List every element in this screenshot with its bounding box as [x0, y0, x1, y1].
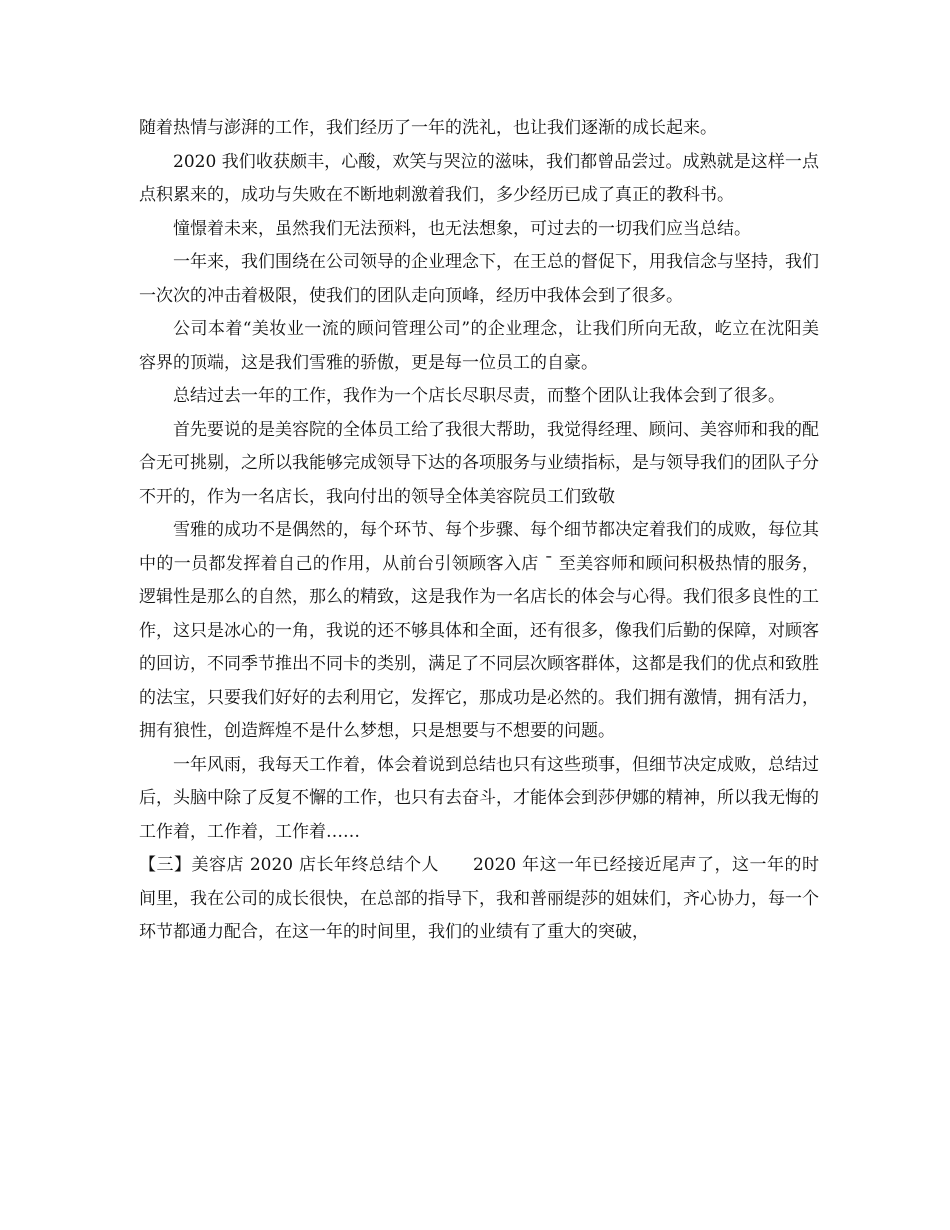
- paragraph: 首先要说的是美容院的全体员工给了我很大帮助，我觉得经理、顾问、美容师和我的配合无可挑剔，之所以我能够完成领导下达的各项服务与业绩指标，是与领导我们的团队子分不开的，作为一名店长，我向付出的领导全体美容院员工们致敬: [139, 419, 819, 507]
- paragraph: 憧憬着未来，虽然我们无法预料，也无法想象，可过去的一切我们应当总结。: [173, 218, 751, 239]
- paragraph: 一年风雨，我每天工作着，体会着说到总结也只有这些琐事，但细节决定成败，总结过后，头脑中除了反复不懈的工作，也只有去奋斗，才能体会到莎伊娜的精神，所以我无悔的工作着，工作着，工作着……: [139, 754, 819, 842]
- document-body: [139, 112, 819, 950]
- paragraph: 2020 我们收获颇丰，心酸，欢笑与哭泣的滋味，我们都曾品尝过。成熟就是这样一点点积累来的，成功与失败在不断地刺激着我们，多少经历已成了真正的教科书。: [139, 151, 819, 205]
- paragraph: 总结过去一年的工作，我作为一个店长尽职尽责，而整个团队让我体会到了很多。: [173, 386, 785, 406]
- paragraph: 雪雅的成功不是偶然的，每个环节、每个步骤、每个细节都决定着我们的成败，每位其中的一员都发挥着自己的作用，从前台引领顾客入店 ¯ 至美容师和顾问积极热情的服务，逻辑性是那么的自然，那么的精致，这是我作为一名店长的体会与心得。我们很多良性的工作，这只是冰心的一角，我说的还不够具体和全面，还有很多，像我们后勤的保障，对顾客的回访，不同季节推出不同卡的类别，满足了不同层次顾客群体，这都是我们的优点和致胜的法宝，只要我们好好的去利用它，发挥它，那成功是必然的。我们拥有激情，拥有活力，拥有狼性，创造辉煌不是什么梦想，只是想要与不想要的问题。: [139, 520, 819, 741]
- section-title: 【三】美容店 2020 店长年终总结个人: [139, 855, 439, 875]
- paragraph: 随着热情与澎湃的工作，我们经历了一年的洗礼，也让我们逐渐的成长起来。: [139, 118, 717, 138]
- paragraph: 一年来，我们围绕在公司领导的企业理念下，在王总的督促下，用我信念与坚持，我们一次次的冲击着极限，使我们的团队走向顶峰，经历中我体会到了很多。: [139, 252, 819, 306]
- section-paragraph: [139, 849, 819, 950]
- paragraph: 公司本着“美妆业一流的顾问管理公司”的企业理念，让我们所向无敌，屹立在沈阳美容界的顶端，这是我们雪雅的骄傲，更是每一位员工的自豪。: [139, 319, 819, 373]
- section-text: 2020 年这一年已经接近尾声了，这一年的时间里，我在公司的成长很快，在总部的指导下，我和普丽缇莎的姐妹们，齐心协力，每一个环节都通力配合，在这一年的时间里，我们的业绩有了重大的突破，: [139, 855, 819, 942]
